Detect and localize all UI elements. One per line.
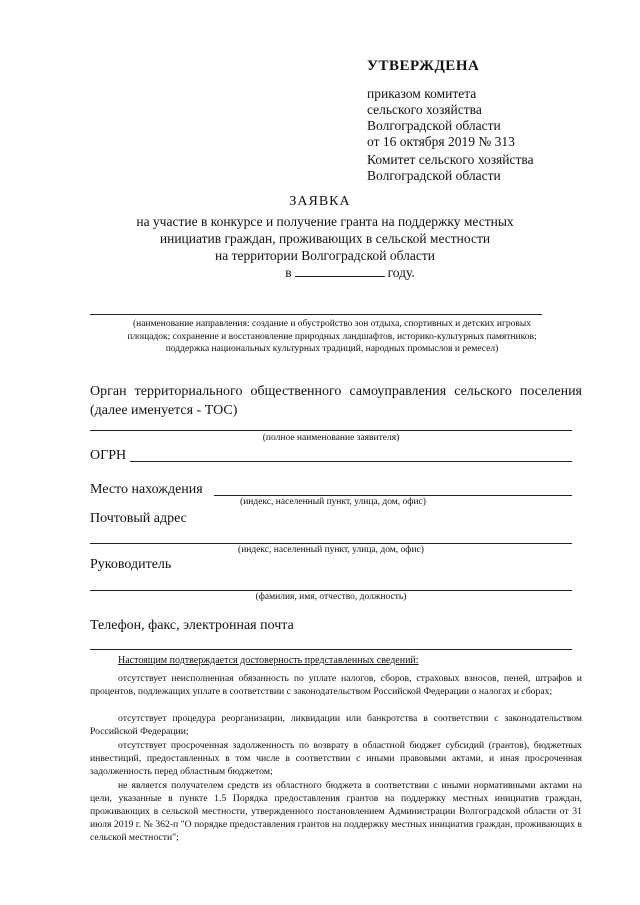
full-name-hint: (полное наименование заявителя) — [262, 433, 400, 443]
confirmation-paragraph: отсутствует неисполненная обязанность по уплате налогов, сборов, страховых взносов, пеней, штрафов и процентов, подлежащих уплате в соответствии с законодательством Российской Федерации о налогах и сборах; — [90, 673, 582, 697]
hint-line: площадок; сохранение и восстановление природных ландшафтов, историко-культурных памятников; — [127, 331, 537, 342]
contacts-field[interactable] — [90, 649, 572, 650]
confirmation-paragraph: отсутствует просроченная задолженность по возврату в областной бюджет субсидий (грантов), бюджетных инвестиций, предоставленных в том числе в соответствии с иными правовыми актами, и иная просроченная задолженность перед областным бюджетом; — [90, 740, 582, 777]
location-hint: (индекс, населенный пункт, улица, дом, офис) — [240, 497, 426, 507]
contacts-label: Телефон, факс, электронная почта — [90, 618, 294, 633]
subtitle-line: на территории Волгоградской области — [214, 248, 435, 263]
org-description: Орган территориального общественного самоуправления сельского поселения (далее именуется - ТОС) — [90, 384, 582, 418]
approval-line: приказом комитета — [367, 86, 477, 101]
approval-line: Волгоградской области — [367, 118, 501, 133]
year-suffix: году. — [387, 265, 415, 280]
year-blank-field[interactable] — [295, 264, 385, 277]
hint-line: поддержка национальных культурных традиций, народных промыслов и ремесел) — [165, 344, 499, 354]
location-label: Место нахождения — [90, 482, 203, 497]
postal-label: Почтовый адрес — [90, 511, 187, 526]
postal-hint: (индекс, населенный пункт, улица, дом, офис) — [238, 545, 424, 555]
direction-hint — [82, 318, 582, 356]
confirmation-paragraph: не является получателем средств из областного бюджета в соответствии с иными нормативными актами на цели, указанные в пункте 1.5 Порядка предоставления грантов на поддержку местных инициатив граждан, проживающих в сельской местности, утвержденного постановлением Администрации Волгоградской области от 31 июля 2019 г. № 362-п "О порядке предоставления грантов на поддержку местных инициатив граждан, проживающих в сельской местности"; — [90, 780, 582, 843]
ogrn-label: ОГРН — [90, 448, 127, 463]
year-prefix: в — [285, 265, 292, 280]
application-subtitle — [90, 213, 560, 264]
confirmation-heading: Настоящим подтверждается достоверность представленных сведений: — [118, 655, 419, 666]
addressee-line: Комитет сельского хозяйства — [367, 152, 534, 167]
head-hint: (фамилия, имя, отчество, должность) — [255, 592, 407, 602]
head-label: Руководитель — [90, 557, 172, 572]
year-line — [250, 264, 450, 281]
full-name-field[interactable] — [90, 430, 572, 431]
ogrn-field[interactable] — [130, 461, 572, 462]
application-title: ЗАЯВКА — [289, 194, 351, 209]
head-field[interactable] — [90, 590, 572, 591]
addressee-line: Волгоградской области — [367, 168, 501, 183]
confirmation-paragraph: отсутствует процедура реорганизации, ликвидации или банкротства в соответствии с законодательством Российской Федерации; — [90, 713, 582, 737]
direction-field[interactable] — [90, 314, 542, 315]
approval-line: сельского хозяйства — [367, 102, 482, 117]
approval-line: от 16 октября 2019 № 313 — [367, 134, 515, 149]
approval-block — [367, 86, 515, 150]
location-field[interactable] — [214, 495, 572, 496]
approval-title: УТВЕРЖДЕНА — [367, 58, 480, 74]
subtitle-line: на участие в конкурсе и получение гранта на поддержку местных — [136, 214, 514, 229]
postal-field[interactable] — [90, 543, 572, 544]
subtitle-line: инициатив граждан, проживающих в сельской местности — [159, 231, 491, 246]
hint-line: (наименование направления: создание и обустройство зон отдыха, спортивных и детских игровых — [132, 319, 532, 329]
addressee-block — [367, 152, 534, 184]
